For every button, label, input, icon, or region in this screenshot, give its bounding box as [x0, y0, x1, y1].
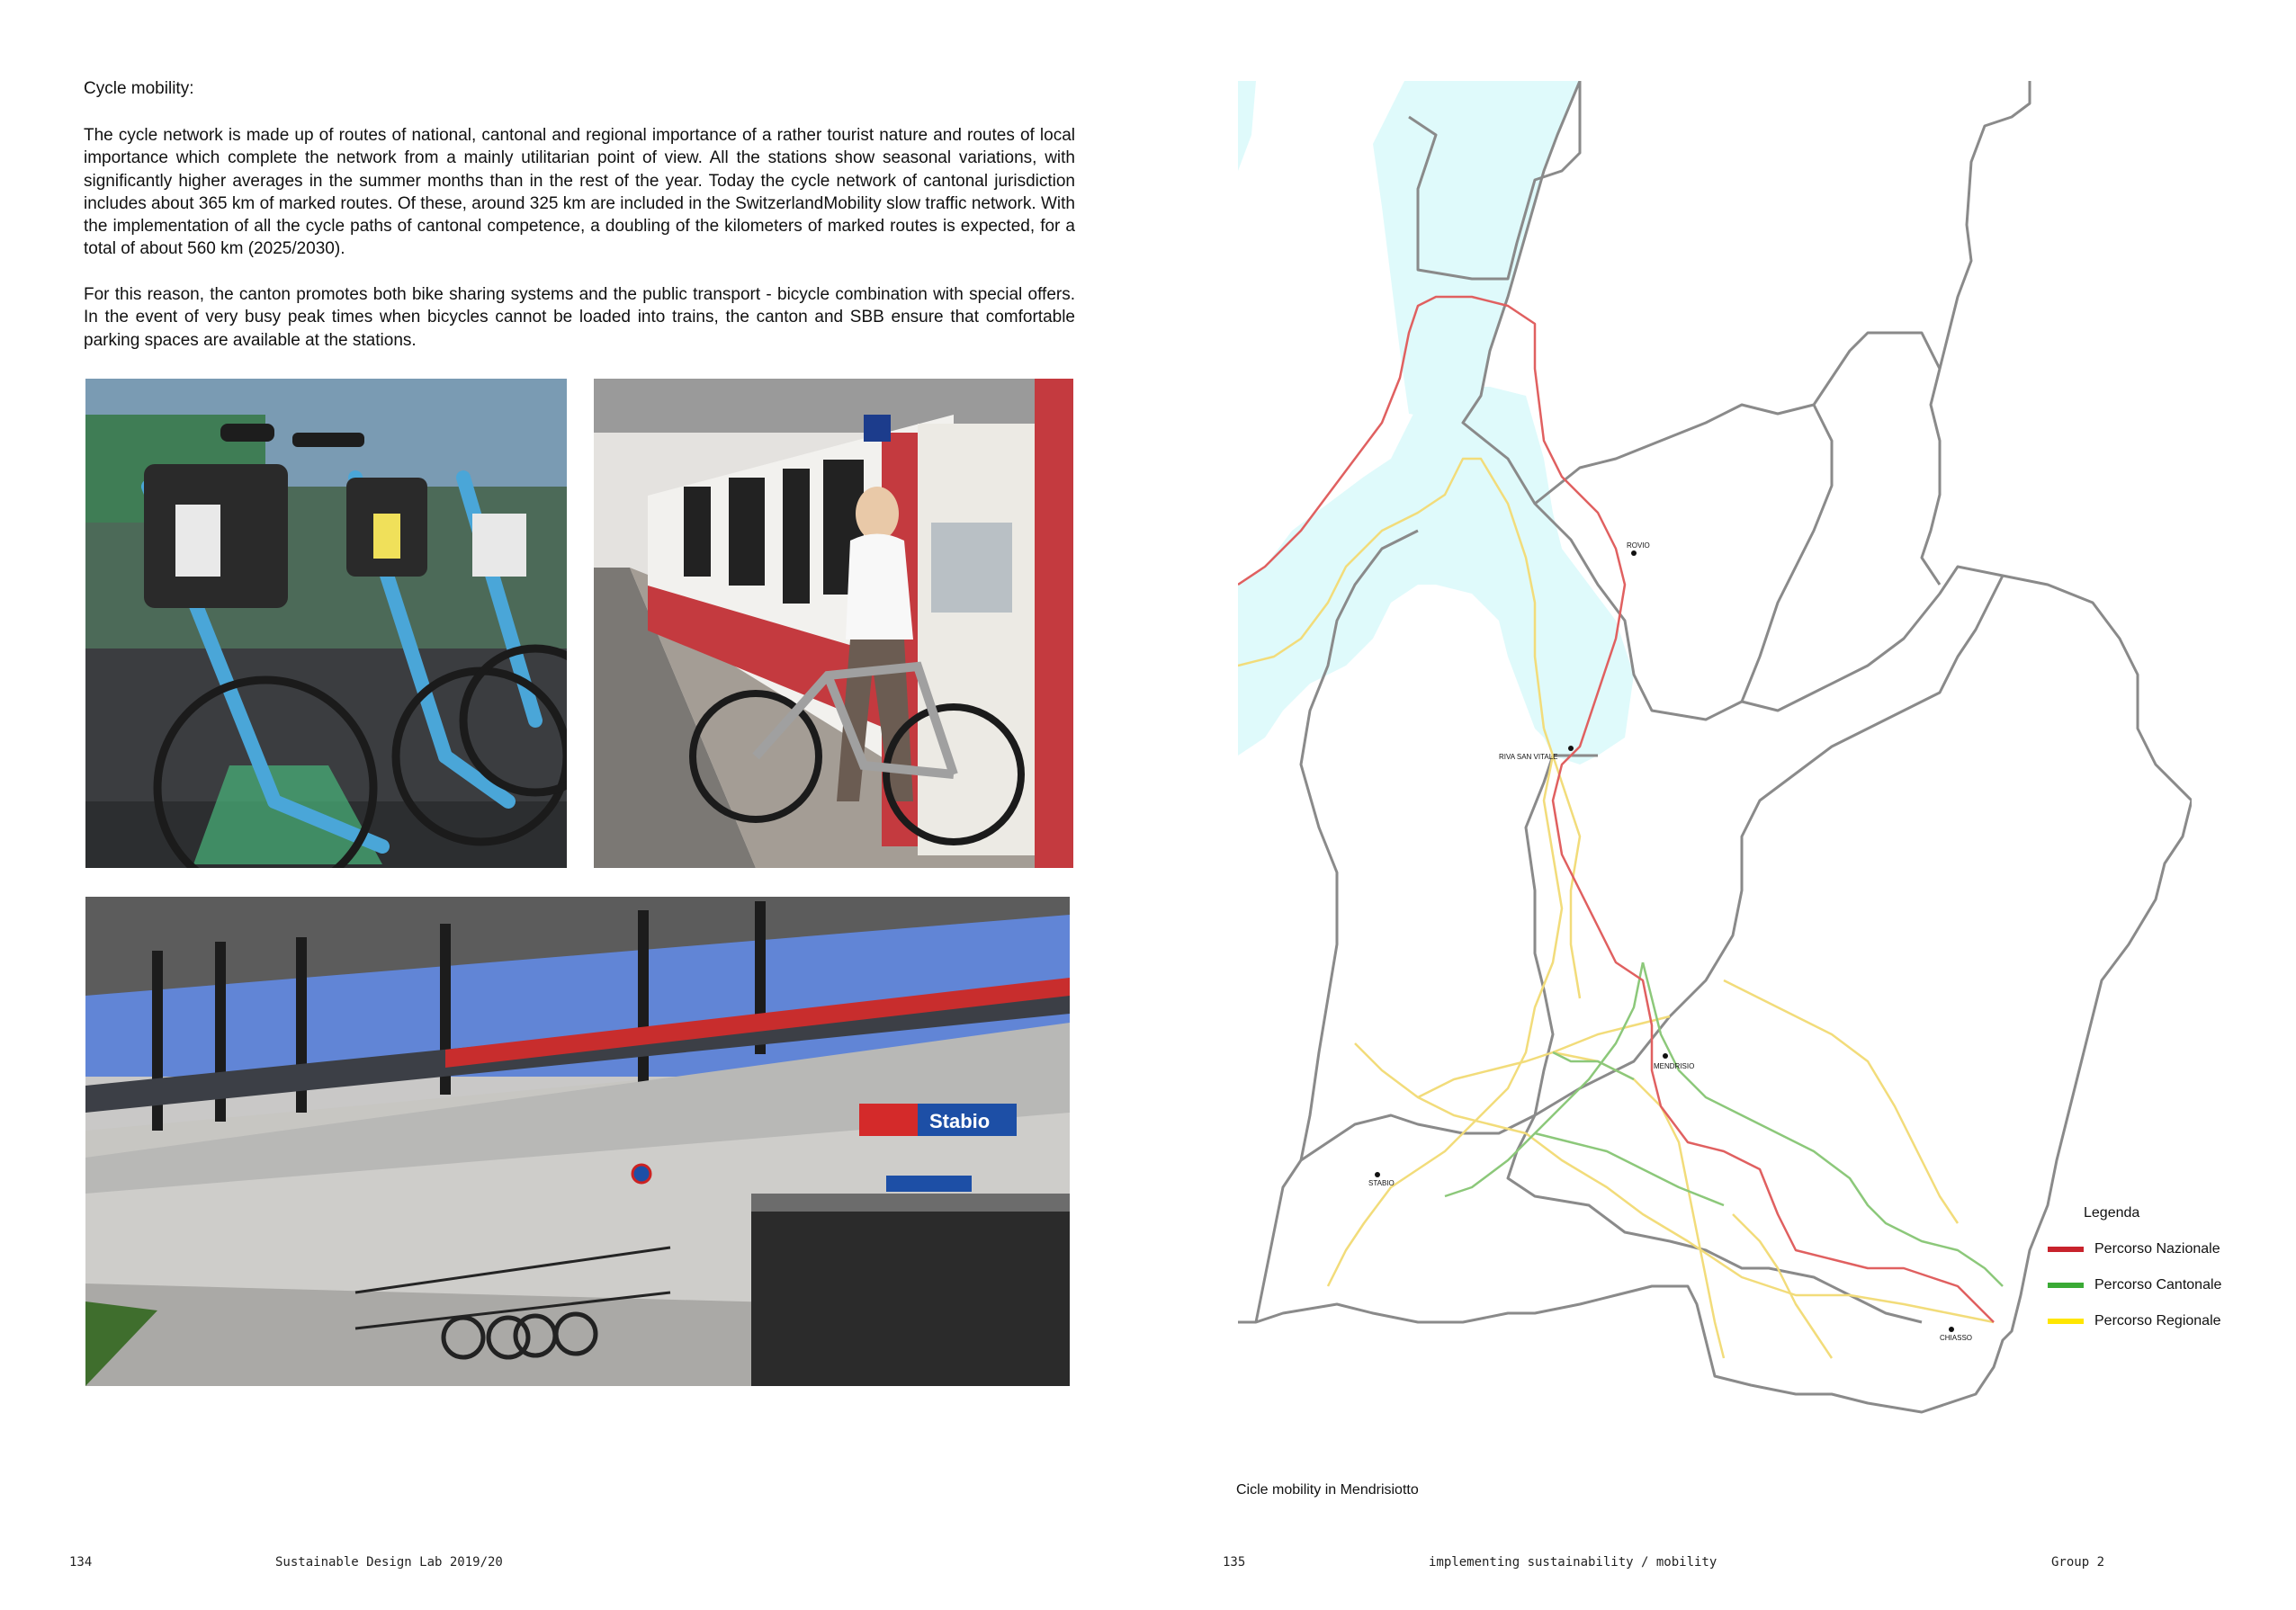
station-sign-text: Stabio — [929, 1110, 991, 1132]
internal-border-3 — [1508, 756, 1922, 1322]
bike-sharing-photo — [85, 379, 567, 868]
right-footer-title: implementing sustainability / mobility — [1429, 1555, 1718, 1570]
internal-border-2 — [1742, 405, 1832, 702]
legend-label: Percorso Cantonale — [2094, 1277, 2222, 1292]
map-label-riva: RIVA SAN VITALE — [1499, 753, 1558, 761]
group-label: Group 2 — [2051, 1555, 2105, 1570]
lake-lugano-south — [1238, 387, 1634, 765]
lake-lugano-north — [1373, 81, 1580, 423]
legend-item-cantonale — [2048, 1277, 2221, 1293]
legend-item-regionale — [2048, 1313, 2221, 1329]
legend-swatch-yellow — [2048, 1319, 2084, 1324]
map-label-chiasso: CHIASSO — [1940, 1334, 1973, 1342]
left-footer-title: Sustainable Design Lab 2019/20 — [275, 1555, 503, 1570]
map-label-mendrisio: MENDRISIO — [1654, 1062, 1695, 1070]
map-label-stabio: STABIO — [1368, 1179, 1395, 1187]
internal-border-4 — [1256, 1115, 1535, 1322]
stabio-station-photo — [85, 897, 1070, 1386]
outer-boundary — [1238, 81, 2192, 1412]
legend-label: Percorso Nazionale — [2094, 1241, 2220, 1257]
east-boundary — [1922, 81, 2030, 585]
legend-swatch-red — [2048, 1247, 2084, 1252]
intro-paragraph: The cycle network is made up of routes of national, cantonal and regional importance of a rather tourist nature and routes of local importance which complete the network from a mainly utilitarian point of view. All the stations show seasonal variations, with significantly higher averages in the summer months than in the rest of the year. Today the cycle network of cantonal jurisdiction includes about 365 km of marked routes. Of these, around 325 km are included in the SwitzerlandMobility slow traffic network. With the implementation of all the cycle paths of cantonal competence, a doubling of the kilometers of marked routes is expected, for a total of about 560 km (2025/2030). — [84, 126, 1075, 259]
cycle-map — [1238, 81, 2192, 1430]
map-caption: Cicle mobility in Mendrisiotto — [1236, 1482, 1419, 1498]
train-cyclist-photo — [594, 379, 1073, 868]
second-paragraph: For this reason, the canton promotes both bike sharing systems and the public transport - bicycle combination with special offers. In the event of very busy peak times when bicycles cannot be loaded into trains, the canton and SBB ensure that comfortable parking spaces are available at the stations. — [84, 285, 1075, 350]
internal-border-1 — [1535, 333, 1940, 504]
legend-swatch-green — [2048, 1283, 2084, 1288]
lake-edge-left — [1238, 81, 1256, 171]
right-page — [1148, 0, 2296, 1610]
right-page-number: 135 — [1223, 1555, 1246, 1570]
legend-label: Percorso Regionale — [2094, 1313, 2221, 1328]
legend-title: Legenda — [2084, 1205, 2140, 1221]
map-label-rovio: ROVIO — [1627, 541, 1650, 550]
section-heading: Cycle mobility: — [84, 79, 194, 98]
legend-item-nazionale — [2048, 1241, 2220, 1257]
left-page-number: 134 — [69, 1555, 93, 1570]
